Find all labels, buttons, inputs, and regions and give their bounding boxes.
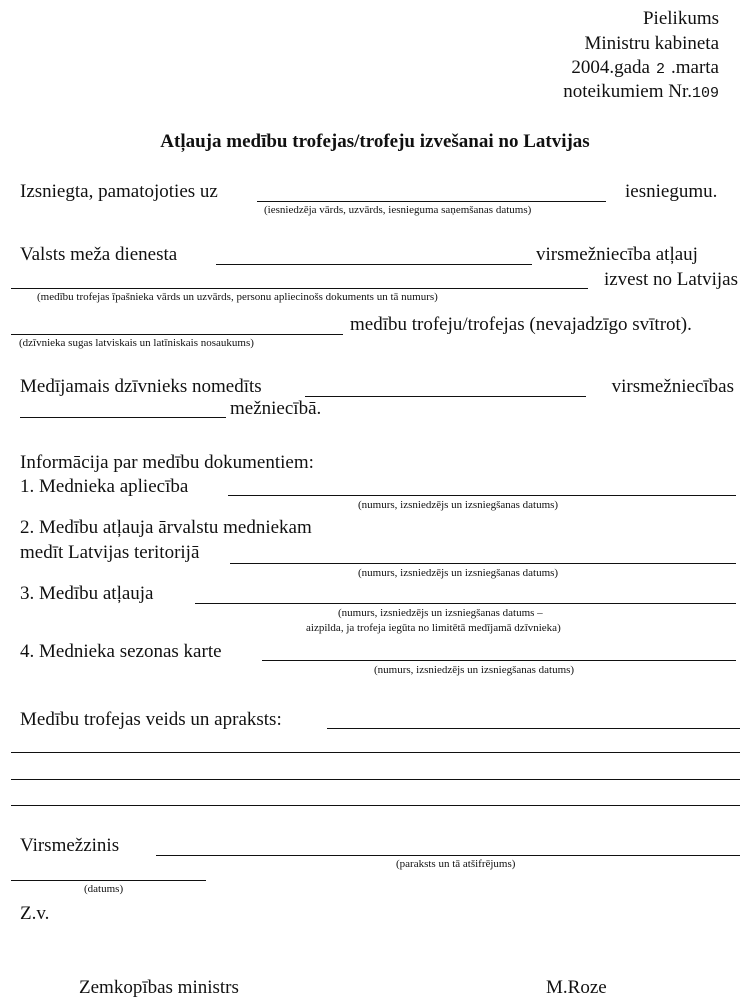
species-hint: (dzīvnieka sugas latviskais un latīniskais nosaukums) xyxy=(19,337,254,349)
header-cabinet: Ministru kabineta xyxy=(584,33,719,54)
document-title: Atļauja medību trofejas/trofeju izvešanai no Latvijas xyxy=(160,131,590,152)
documents-heading: Informācija par medību dokumentiem: xyxy=(20,452,314,473)
trophy-description-label: Medību trofejas veids un apraksts: xyxy=(20,709,282,730)
state-forest-label: Valsts meža dienesta xyxy=(20,244,178,265)
doc-item-2-label-line2: medīt Latvijas teritorijā xyxy=(20,542,200,563)
trophy-description-line-3[interactable] xyxy=(11,779,740,780)
header-rules xyxy=(563,82,719,101)
doc-item-3-hint-line2: aizpilda, ja trofeja iegūta no limitētā medījamā dzīvnieka) xyxy=(306,622,561,634)
species-field-line[interactable] xyxy=(11,334,343,335)
applicant-hint: (iesniedzēja vārds, uzvārds, iesnieguma saņemšanas datums) xyxy=(264,204,532,216)
doc-item-2-label: 2. Medību atļauja ārvalstu medniekam xyxy=(20,517,312,538)
doc-item-4-field-line[interactable] xyxy=(262,660,736,661)
signature-field-line[interactable] xyxy=(156,855,740,856)
forestry-allows-label: virsmežniecība atļauj xyxy=(536,244,698,265)
owner-hint: (medību trofejas īpašnieka vārds un uzvārds, personu apliecinošs dokuments un tā numurs) xyxy=(37,291,438,303)
seal-label: Z.v. xyxy=(20,903,50,924)
hunted-label: Medījamais dzīvnieks nomedīts xyxy=(20,376,262,397)
header-appendix: Pielikums xyxy=(642,8,719,29)
doc-item-2-hint: (numurs, izsniedzējs un izsniegšanas datums) xyxy=(358,567,559,579)
doc-item-3-field-line[interactable] xyxy=(195,603,736,604)
application-suffix: iesniegumu. xyxy=(625,181,718,202)
doc-item-4-hint: (numurs, izsniedzējs un izsniegšanas datums) xyxy=(374,664,575,676)
export-label: izvest no Latvijas xyxy=(603,269,738,290)
forestry-field-line[interactable] xyxy=(216,264,532,265)
district-suffix: mežniecībā. xyxy=(230,398,322,419)
signature-hint: (paraksts un tā atšifrējums) xyxy=(396,858,516,870)
trophy-description-line-4[interactable] xyxy=(11,805,740,806)
header-rules-prefix: noteikumiem Nr. xyxy=(563,81,692,102)
date-field-line[interactable] xyxy=(11,880,206,881)
chief-forester-label: Virsmežzinis xyxy=(20,835,120,856)
doc-item-2-field-line[interactable] xyxy=(230,563,736,564)
hunted-forestry-field-line[interactable] xyxy=(305,396,586,397)
header-date-prefix: 2004.gada xyxy=(571,57,650,78)
header-rules-number: 109 xyxy=(691,85,719,102)
doc-item-1-hint: (numurs, izsniedzējs un izsniegšanas datums) xyxy=(358,499,559,511)
trophy-strike-label: medību trofeju/trofejas (nevajadzīgo svītrot). xyxy=(350,314,692,335)
trophy-description-line-2[interactable] xyxy=(11,752,740,753)
issued-based-on-label: Izsniegta, pamatojoties uz xyxy=(20,181,218,202)
minister-name: M.Roze xyxy=(546,977,607,998)
date-hint: (datums) xyxy=(84,883,124,895)
doc-item-1-field-line[interactable] xyxy=(228,495,736,496)
forestry-district-label: virsmežniecības xyxy=(611,376,734,397)
doc-item-3-label: 3. Medību atļauja xyxy=(20,583,154,604)
doc-item-3-hint: (numurs, izsniedzējs un izsniegšanas datums – xyxy=(338,607,543,619)
trophy-description-line-1[interactable] xyxy=(327,728,740,729)
owner-field-line[interactable] xyxy=(11,288,588,289)
doc-item-1-label: 1. Mednieka apliecība xyxy=(20,476,189,497)
header-date-day: 2 xyxy=(655,61,665,78)
header-date-suffix: .marta xyxy=(670,57,719,78)
minister-title: Zemkopības ministrs xyxy=(79,977,239,998)
header-date xyxy=(571,58,719,77)
district-field-line[interactable] xyxy=(20,417,226,418)
doc-item-4-label: 4. Mednieka sezonas karte xyxy=(20,641,222,662)
applicant-field-line[interactable] xyxy=(257,201,606,202)
